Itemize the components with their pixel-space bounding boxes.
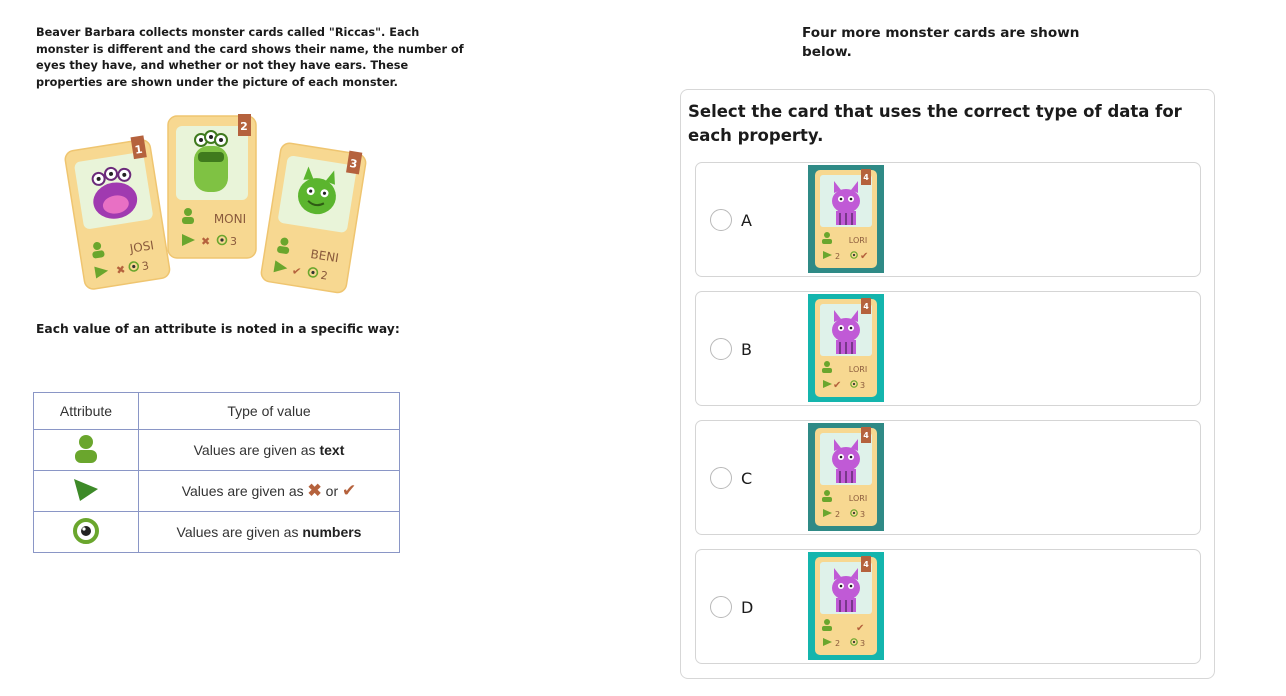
header-type-of-value: Type of value [139,393,400,430]
option-a[interactable] [695,162,1201,277]
card-name: LORI [848,236,868,245]
card-name: LORI [848,365,868,374]
card-name: MONI [213,212,247,226]
check-icon: ✔ [290,264,303,279]
card-eyes: 3 [860,639,866,648]
person-icon [73,434,99,464]
monster-card-moni [168,114,256,258]
monster-card-josi [63,135,170,291]
svg-text:4: 4 [863,173,869,182]
table-row: Values are given as ✖ or ✔ [34,471,400,512]
eye-icon [72,517,100,545]
attribute-intro-text: Each value of an attribute is noted in a specific way: [36,322,400,336]
cross-icon: ✖ [115,262,127,278]
radio-button[interactable] [710,596,732,618]
card-eyes: 3 [860,381,866,390]
monster-cards-illustration [60,112,380,302]
svg-text:4: 4 [863,302,869,311]
radio-button[interactable] [710,338,732,360]
attribute-table [33,392,400,553]
cross-icon: ✖ [201,235,211,248]
table-row: Values are given as text [34,430,400,471]
card-number: 2 [240,120,248,133]
radio-button[interactable] [710,209,732,231]
option-b[interactable] [695,291,1201,406]
lori-card-c [808,423,884,531]
check-icon: ✔ [856,623,865,634]
cross-icon: ✖ [307,481,322,500]
card-eyes: 2 [319,268,329,283]
card-eyes: 3 [140,259,150,274]
option-letter: D [741,598,754,617]
card-eyes: 3 [860,510,866,519]
question-panel [680,89,1215,679]
radio-button[interactable] [710,467,732,489]
check-icon: ✔ [860,251,869,262]
option-c[interactable] [695,420,1201,535]
svg-text:4: 4 [863,431,869,440]
table-row: Values are given as numbers [34,512,400,553]
svg-text:4: 4 [863,560,869,569]
card-number: 3 [348,156,359,171]
option-letter: A [741,211,752,230]
ears-triangle-icon [72,477,100,503]
option-letter: C [741,469,753,488]
card-number: 1 [133,142,144,157]
option-letter: B [741,340,752,359]
card-name: BENI [309,246,340,266]
question-text: Select the card that uses the correct type of data for each property. [688,102,1182,145]
header-attribute: Attribute [34,393,139,430]
option-d[interactable] [695,549,1201,664]
card-name: JOSI [128,238,155,256]
right-intro-text: Four more monster cards are shown below. [802,25,1080,60]
check-icon: ✔ [342,481,357,500]
card-ears: 2 [835,639,841,648]
monster-moni-icon [194,131,228,192]
lori-card-a [808,165,884,273]
card-eyes: 3 [230,235,237,248]
card-name: LORI [848,494,868,503]
monster-card-beni [260,140,367,294]
card-ears: 2 [835,252,841,261]
check-icon: ✔ [833,380,842,391]
lori-card-b [808,294,884,402]
intro-text: Beaver Barbara collects monster cards called "Riccas". Each monster is different and the card shows their name, the number of eyes they have, and whether or not they have ears. These properties are shown under the picture of each monster. [36,26,464,89]
lori-card-d [808,552,884,660]
card-ears: 2 [835,510,841,519]
